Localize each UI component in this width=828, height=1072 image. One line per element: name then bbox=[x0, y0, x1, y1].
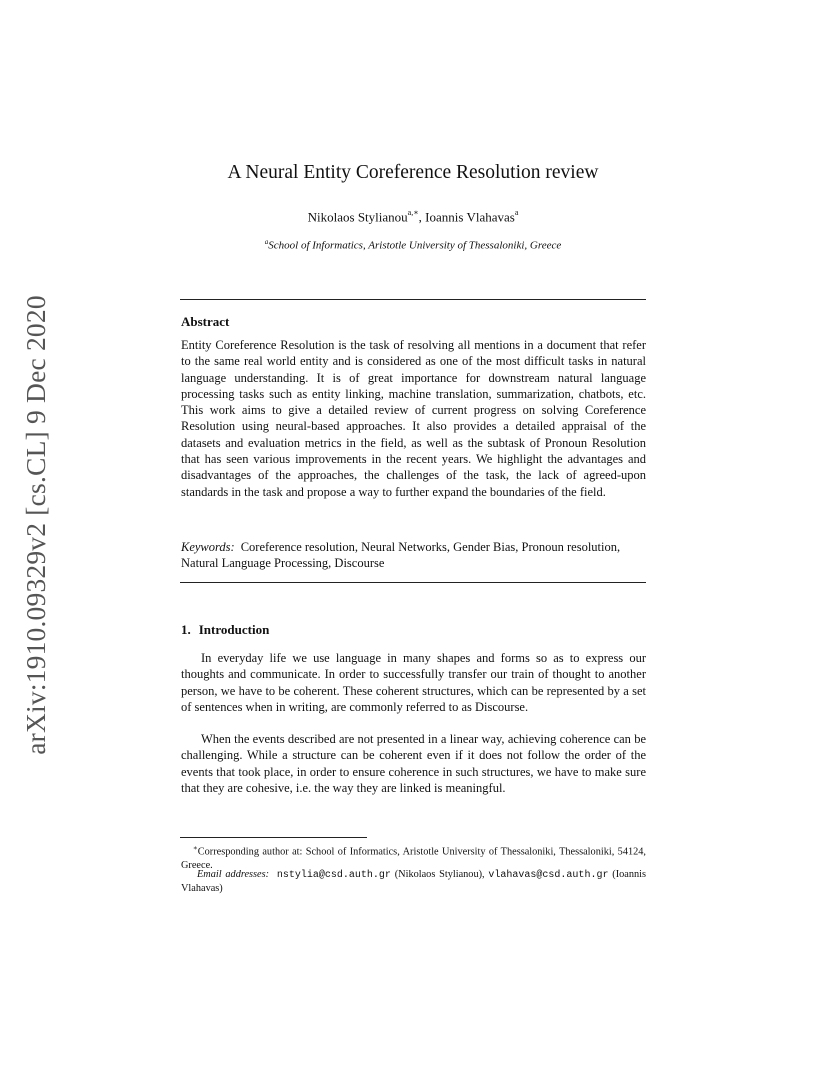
abstract-bottom-rule bbox=[180, 582, 646, 583]
section-heading bbox=[181, 622, 269, 638]
section-number: 1. bbox=[181, 622, 191, 637]
author-list bbox=[180, 209, 646, 225]
email-link[interactable]: vlahavas@csd.auth.gr bbox=[488, 870, 609, 881]
author-marks: a bbox=[514, 208, 519, 217]
email-label: Email addresses: bbox=[197, 869, 270, 880]
keywords-label: Keywords: bbox=[181, 540, 235, 554]
author-separator: , bbox=[418, 209, 426, 225]
abstract-body: Entity Coreference Resolution is the task of resolving all mentions in a document that refer to the same real world entity and is considered as one of the most difficult tasks in natural language understanding. It is of great importance for downstream natural language processing tasks such as entity linking, machine translation, summarization, chatbots, etc. This work aims to give a detailed review of current progress on solving Coreference Resolution using neural-based approaches. It also provides a detailed appraisal of the datasets and evaluation metrics in the field, as well as the subtask of Pronoun Resolution that has seen various improvements in the recent years. We highlight the advantages and disadvantages of the approaches, the challenges of the task, the lack of agreed-upon standards in the task and propose a way to further expand the boundaries of the field. bbox=[181, 338, 646, 499]
affiliation-mark: a bbox=[264, 238, 269, 246]
footnote-emails bbox=[181, 868, 646, 895]
affiliation-text: School of Informatics, Aristotle University of Thessaloniki, Greece bbox=[268, 239, 562, 252]
abstract-top-rule bbox=[180, 299, 646, 300]
body-paragraph: In everyday life we use language in many shapes and forms so as to express our thoughts and communicate. In order to successfully transfer our train of thought to another person, we have to be coherent. These coherent structures, which can be represented by a set of sentences when in writing, are commonly referred to as Discourse. bbox=[181, 651, 646, 714]
affiliation bbox=[180, 238, 646, 252]
keywords-text: Coreference resolution, Neural Networks, Gender Bias, Pronoun resolution, Natural Language Processing, Discourse bbox=[181, 540, 621, 571]
email-link[interactable]: nstylia@csd.auth.gr bbox=[276, 870, 391, 881]
section-title: Introduction bbox=[198, 622, 270, 637]
footnote-rule bbox=[180, 837, 367, 838]
author-name: Ioannis Vlahavas bbox=[425, 209, 515, 225]
body-paragraph: When the events described are not presented in a linear way, achieving coherence can be challenging. While a structure can be coherent even if it does not follow the order of the events that took place, in order to ensure coherence in such structures, we have to make sure that they are cohesive, i.e. the way they are linked is meaningful. bbox=[181, 732, 646, 795]
footnote-text: Corresponding author at: School of Informatics, Aristotle University of Thessaloniki, Thessaloniki, 54124, Greece. bbox=[181, 846, 646, 871]
email-owner: (Ioannis Vlahavas) bbox=[181, 869, 647, 895]
paper-title: A Neural Entity Coreference Resolution review bbox=[227, 162, 599, 183]
keywords bbox=[181, 539, 646, 572]
email-owner: (Nikolaos Stylianou), bbox=[394, 869, 485, 880]
author-name: Nikolaos Stylianou bbox=[307, 209, 408, 225]
abstract-heading: Abstract bbox=[181, 314, 230, 329]
arxiv-identifier-text: arXiv:1910.09329v2 [cs.CL] 9 Dec 2020 bbox=[20, 295, 51, 755]
footnote-mark: ∗ bbox=[193, 844, 198, 852]
author-marks: a,∗ bbox=[407, 208, 419, 217]
arxiv-identifier bbox=[15, 290, 57, 760]
